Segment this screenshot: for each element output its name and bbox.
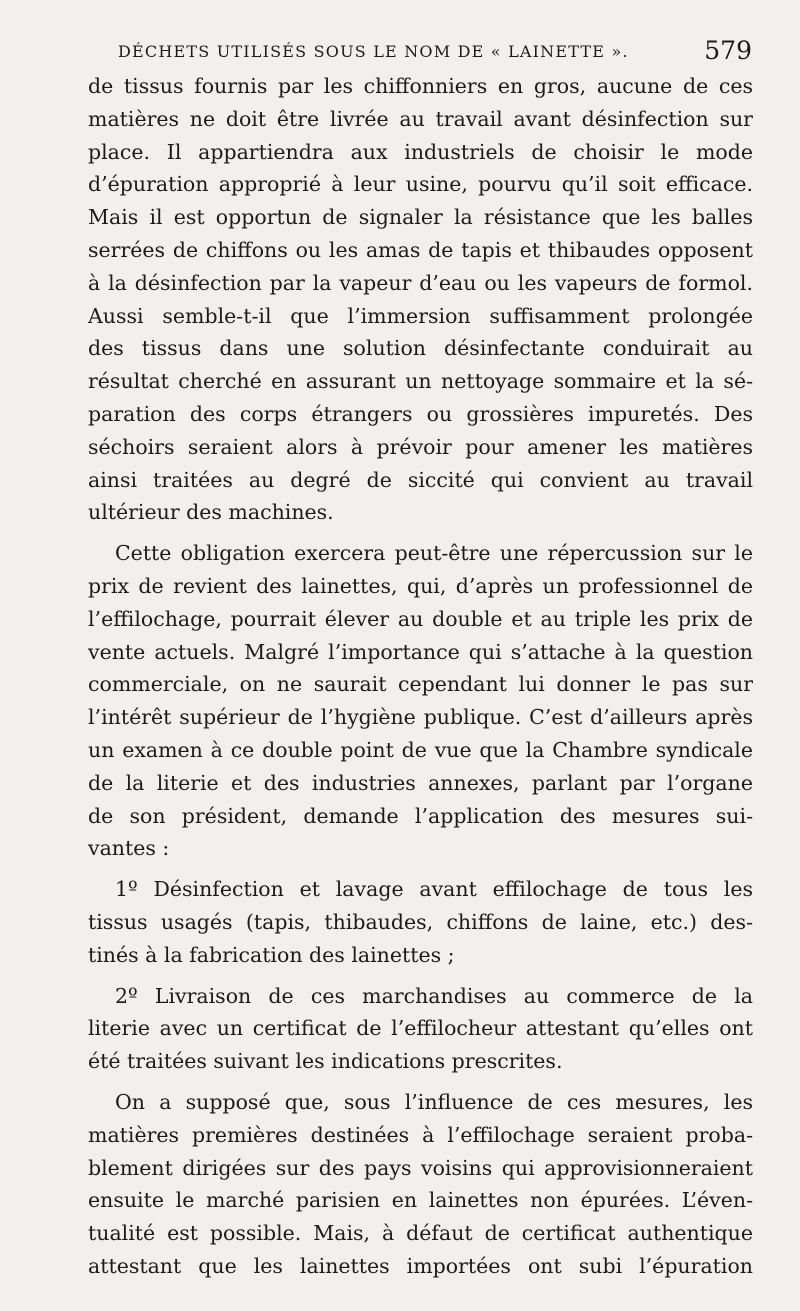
paragraph [88,537,753,865]
text-line: tualité est possible. Mais, à défaut de certificat authentique [88,1221,753,1246]
text-line: de la literie et des industries annexes, parlant par l’organe [88,770,753,795]
page-number: 579 [704,36,752,65]
text-line: Mais il est opportun de signaler la résistance que les balles [88,205,753,230]
text-line: de tissus fournis par les chiffonniers en gros, aucune de ces [88,74,753,98]
text-line: l’intérêt supérieur de l’hygiène publique. C’est d’ailleurs après [88,705,753,730]
text-line: tinés à la fabrication des lainettes ; [88,942,455,967]
text-line: tissus usagés (tapis, thibaudes, chiffons de laine, etc.) des- [88,909,753,934]
paragraph-gap [88,529,753,537]
text-line: place. Il appartiendra aux industriels de choisir le mode [88,139,753,164]
text-line: serrées de chiffons ou les amas de tapis et thibaudes opposent [88,237,753,262]
paragraph-gap [88,972,753,980]
text-line: l’effilochage, pourrait élever au double et au triple les prix de [88,606,753,631]
text-line: vente actuels. Malgré l’importance qui s’attache à la question [88,639,753,664]
text-line: ensuite le marché parisien en lainettes non épurées. L’éven- [88,1188,753,1213]
text-line: séchoirs seraient alors à prévoir pour amener les matières [88,434,753,459]
paragraph-gap [88,865,753,873]
paragraph [88,1086,753,1283]
text-line: commerciale, on ne saurait cependant lui donner le pas sur [88,672,753,697]
text-line: à la désinfection par la vapeur d’eau ou les vapeurs de formol. [88,270,753,295]
text-line: résultat cherché en assurant un nettoyage sommaire et la sé- [88,369,753,394]
text-line: d’épuration approprié à leur usine, pourvu qu’il soit efficace. [88,172,753,197]
text-line: de son président, demande l’application des mesures sui- [88,803,753,828]
body-text [88,70,753,1283]
text-line: paration des corps étrangers ou grossières impuretés. Des [88,401,753,426]
text-line: Aussi semble-t-il que l’immersion suffisamment prolongée [88,303,753,328]
text-line: été traitées suivant les indications prescrites. [88,1049,563,1074]
list-item [88,873,753,971]
text-line: vantes : [88,836,170,861]
list-item [88,980,753,1078]
text-line: On a supposé que, sous l’influence de ces mesures, les [115,1089,753,1114]
text-line: ultérieur des machines. [88,500,334,525]
text-line: prix de revient des lainettes, qui, d’après un professionnel de [88,573,753,598]
text-line: matières premières destinées à l’effilochage seraient proba- [88,1122,753,1147]
text-line: attestant que les lainettes importées ont subi l’épuration [88,1253,753,1278]
text-line: literie avec un certificat de l’effilocheur attestant qu’elles ont [88,1016,753,1041]
text-line: matières ne doit être livrée au travail avant désinfection sur [88,106,753,131]
text-line: 1º Désinfection et lavage avant effilochage de tous les [115,877,753,902]
text-line: 2º Livraison de ces marchandises au commerce de la [115,983,753,1008]
text-line: un examen à ce double point de vue que la Chambre syndicale [88,737,753,762]
text-line: ainsi traitées au degré de siccité qui convient au travail [88,467,753,492]
paragraph-gap [88,1078,753,1086]
paragraph [88,70,753,529]
text-line: des tissus dans une solution désinfectante conduirait au [88,336,753,361]
running-head [0,36,760,68]
text-line: Cette obligation exercera peut-être une répercussion sur le [115,541,753,566]
text-line: blement dirigées sur des pays voisins qui approvisionneraient [88,1155,753,1180]
running-head-title: DÉCHETS UTILISÉS SOUS LE NOM DE « LAINETTE ». [118,42,629,61]
